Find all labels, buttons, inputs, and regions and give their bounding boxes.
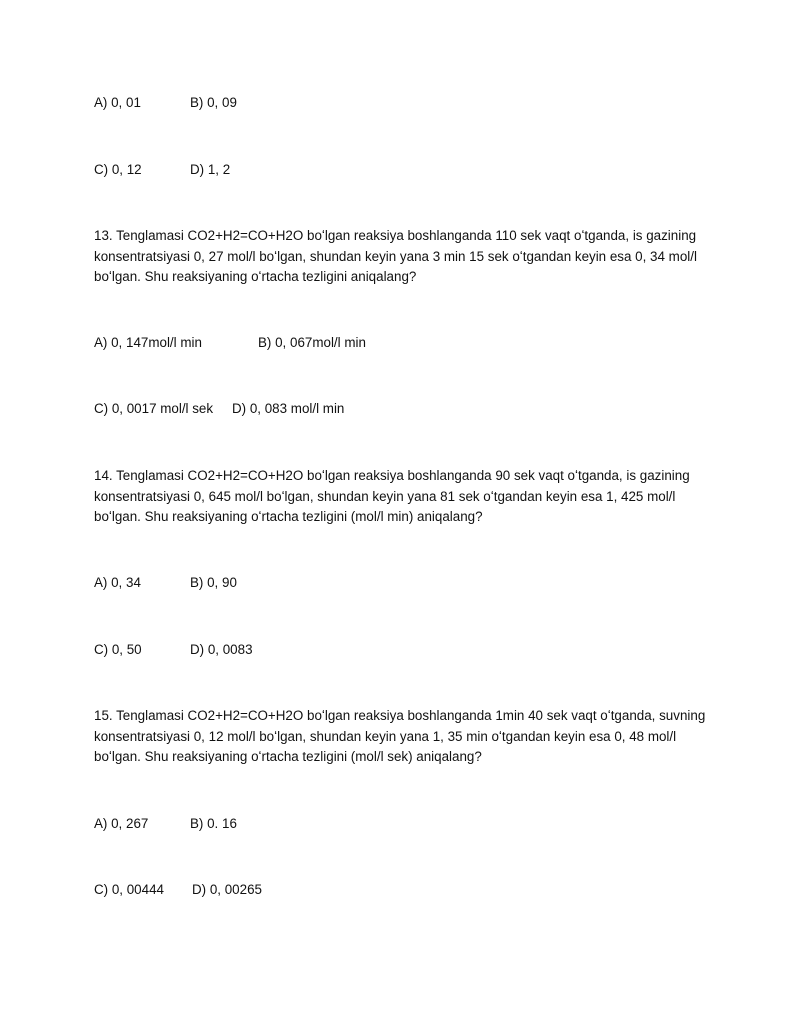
question-text-line: konsentratsiyasi 0, 645 mol/l boʻlgan, shundan keyin yana 81 sek oʻtgandan keyin esa 1, 425 mol/l xyxy=(94,488,676,504)
question-text-line: 15. Tenglamasi CO2+H2=CO+H2O boʻlgan reaksiya boshlanganda 1min 40 sek vaqt oʻtganda, suvning xyxy=(94,708,706,723)
option-d: D) 0, 083 mol/l min xyxy=(232,401,345,416)
options-row xyxy=(94,399,344,419)
question-text-line: boʻlgan. Shu reaksiyaning oʻrtacha tezligini (mol/l sek) aniqalang? xyxy=(94,749,482,764)
options-row xyxy=(94,333,366,353)
question-13 xyxy=(94,226,704,288)
option-b: B) 0. 16 xyxy=(190,816,237,831)
options-row xyxy=(94,160,230,180)
options-row xyxy=(94,814,237,834)
option-d: D) 0, 00265 xyxy=(192,882,262,897)
option-c: C) 0, 50 xyxy=(94,642,142,657)
options-row xyxy=(94,93,237,113)
question-text-line: boʻlgan. Shu reaksiyaning oʻrtacha tezligini aniqalang? xyxy=(94,269,417,284)
option-c: C) 0, 0017 mol/l sek xyxy=(94,401,214,416)
question-15 xyxy=(94,706,704,768)
option-b: B) 0, 09 xyxy=(190,95,237,110)
option-a: A) 0, 01 xyxy=(94,95,141,110)
option-d: D) 1, 2 xyxy=(190,162,231,177)
option-b: B) 0, 90 xyxy=(190,575,237,590)
option-c: C) 0, 00444 xyxy=(94,882,164,897)
question-text-line: konsentratsiyasi 0, 12 mol/l boʻlgan, shundan keyin yana 1, 35 min oʻtgandan keyin esa 0, 48 mol/l xyxy=(94,728,677,744)
option-a: A) 0, 147mol/l min xyxy=(94,335,202,350)
question-14 xyxy=(94,466,704,528)
question-text-line: boʻlgan. Shu reaksiyaning oʻrtacha tezligini (mol/l min) aniqalang? xyxy=(94,509,483,524)
options-row xyxy=(94,573,237,593)
option-d: D) 0, 0083 xyxy=(190,642,253,657)
question-text-line: konsentratsiyasi 0, 27 mol/l boʻlgan, shundan keyin yana 3 min 15 sek oʻtgandan keyin esa 0, 34 mol/l xyxy=(94,248,697,264)
options-row xyxy=(94,880,262,900)
question-text-line: 13. Tenglamasi CO2+H2=CO+H2O boʻlgan reaksiya boshlanganda 110 sek vaqt oʻtganda, is gazining xyxy=(94,228,697,243)
option-a: A) 0, 34 xyxy=(94,575,141,590)
options-row xyxy=(94,640,253,660)
option-b: B) 0, 067mol/l min xyxy=(258,335,366,350)
option-a: A) 0, 267 xyxy=(94,816,149,831)
question-text-line: 14. Tenglamasi CO2+H2=CO+H2O boʻlgan reaksiya boshlanganda 90 sek vaqt oʻtganda, is gazining xyxy=(94,468,690,483)
option-c: C) 0, 12 xyxy=(94,162,142,177)
